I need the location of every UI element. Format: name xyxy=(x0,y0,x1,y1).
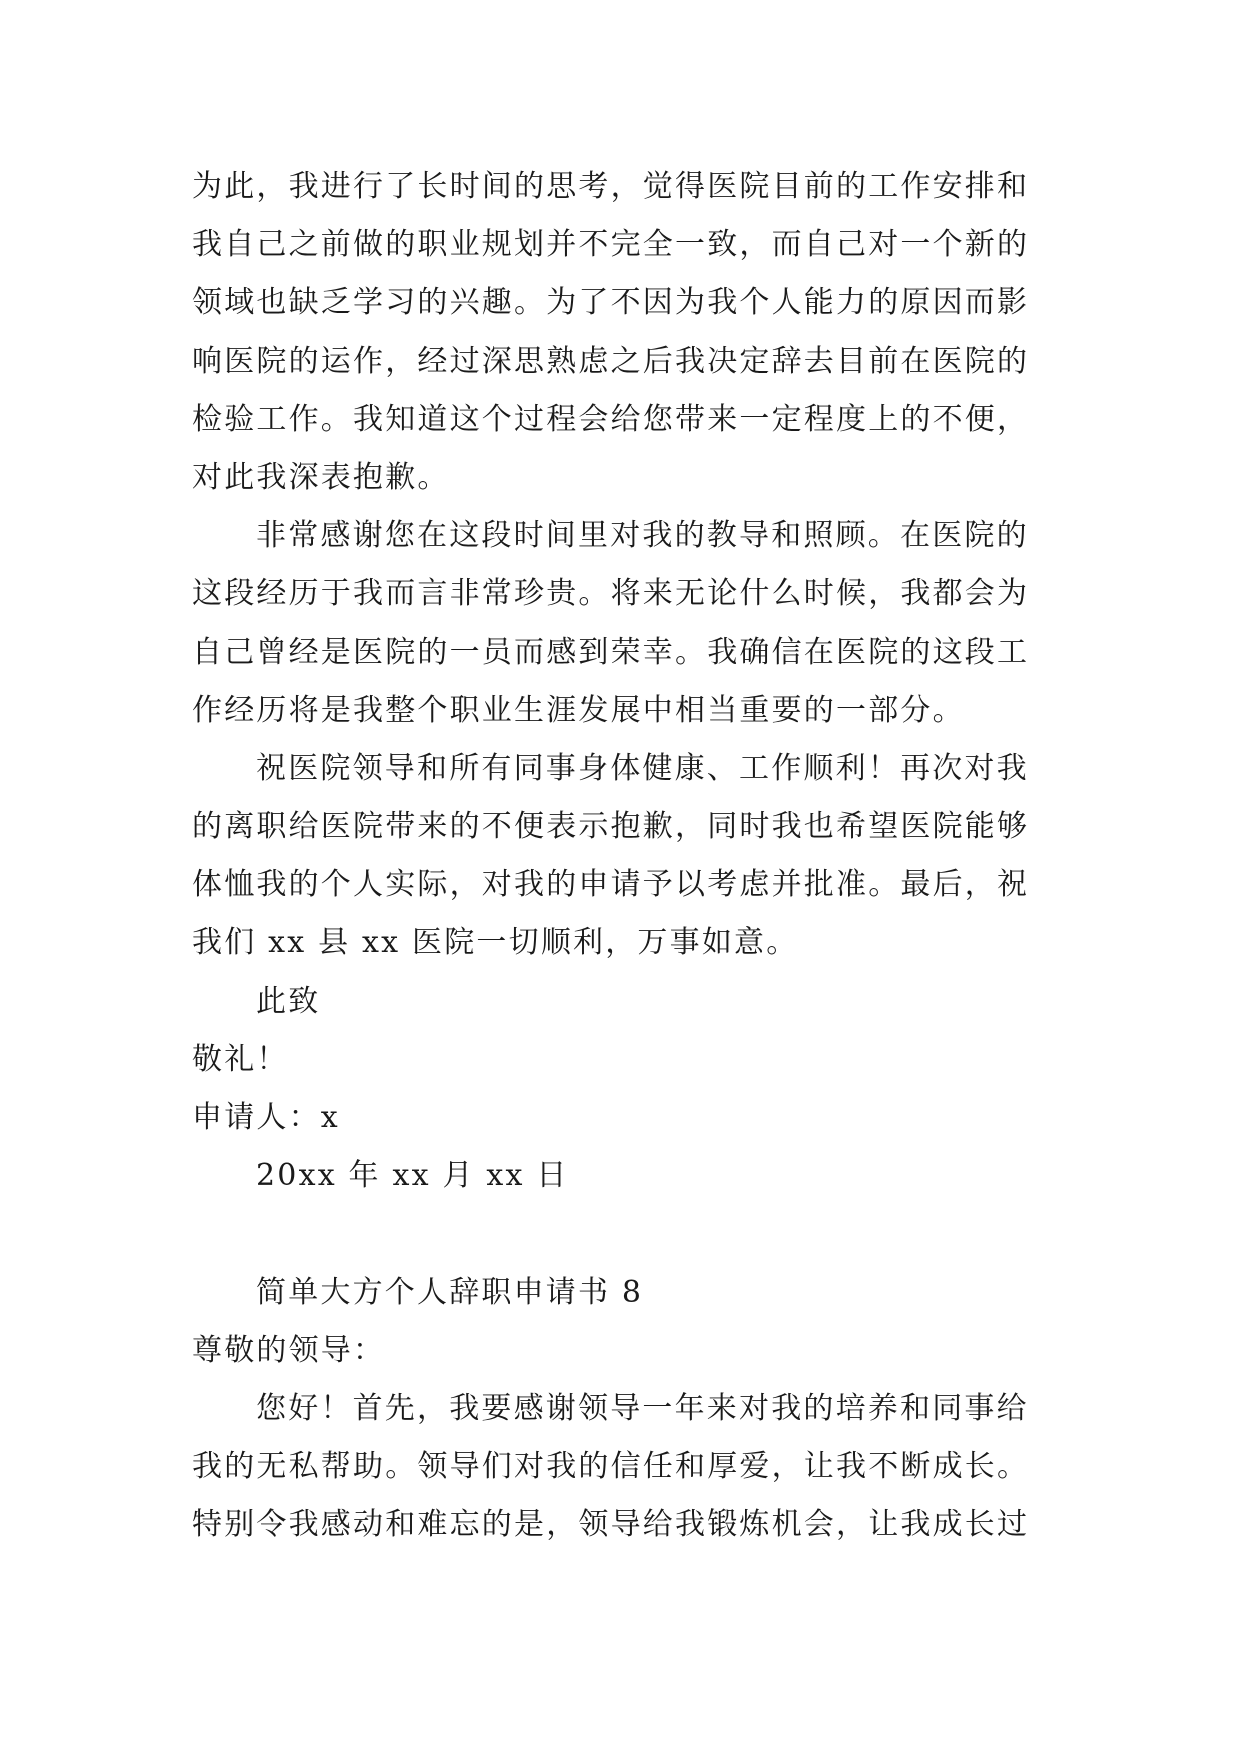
salute-line: 敬礼！ xyxy=(192,1041,289,1077)
body-line: 我们 xx 县 xx 医院一切顺利，万事如意。 xyxy=(192,925,799,961)
body-line: 我的无私帮助。领导们对我的信任和厚爱，让我不断成长。 xyxy=(192,1449,1030,1485)
applicant-line: 申请人：x xyxy=(192,1100,340,1135)
blank-line xyxy=(192,1205,1064,1263)
body-line: 为此，我进行了长时间的思考，觉得医院目前的工作安排和 xyxy=(192,169,1030,204)
body-line: 响医院的运作，经过深思熟虑之后我决定辞去目前在医院的 xyxy=(192,343,1030,379)
body-line: 检验工作。我知道这个过程会给您带来一定程度上的不便， xyxy=(192,401,1030,437)
body-line: 特别令我感动和难忘的是，领导给我锻炼机会，让我成长过 xyxy=(192,1507,1030,1543)
date-line: 20xx 年 xx 月 xx 日 xyxy=(256,1158,569,1194)
body-line: 这段经历于我而言非常珍贵。将来无论什么时候，我都会为 xyxy=(192,576,1030,612)
section-title: 简单大方个人辞职申请书 8 xyxy=(256,1274,644,1310)
body-line: 非常感谢您在这段时间里对我的教导和照顾。在医院的 xyxy=(256,518,1029,554)
greeting-line: 尊敬的领导： xyxy=(192,1332,386,1368)
body-line: 对此我深表抱歉。 xyxy=(192,459,450,495)
closing-line: 此致 xyxy=(256,983,321,1019)
body-line: 我自己之前做的职业规划并不完全一致，而自己对一个新的 xyxy=(192,227,1030,263)
body-line: 您好！首先，我要感谢领导一年来对我的培养和同事给 xyxy=(256,1390,1029,1426)
body-line: 体恤我的个人实际，对我的申请予以考虑并批准。最后，祝 xyxy=(192,867,1030,903)
body-line: 自己曾经是医院的一员而感到荣幸。我确信在医院的这段工 xyxy=(192,634,1030,670)
body-line: 的离职给医院带来的不便表示抱歉，同时我也希望医院能够 xyxy=(192,809,1030,845)
body-line: 领域也缺乏学习的兴趣。为了不因为我个人能力的原因而影 xyxy=(192,285,1030,321)
body-line: 祝医院领导和所有同事身体健康、工作顺利！再次对我 xyxy=(256,750,1029,786)
body-line: 作经历将是我整个职业生涯发展中相当重要的一部分。 xyxy=(192,692,965,728)
document-body xyxy=(192,158,1064,1555)
